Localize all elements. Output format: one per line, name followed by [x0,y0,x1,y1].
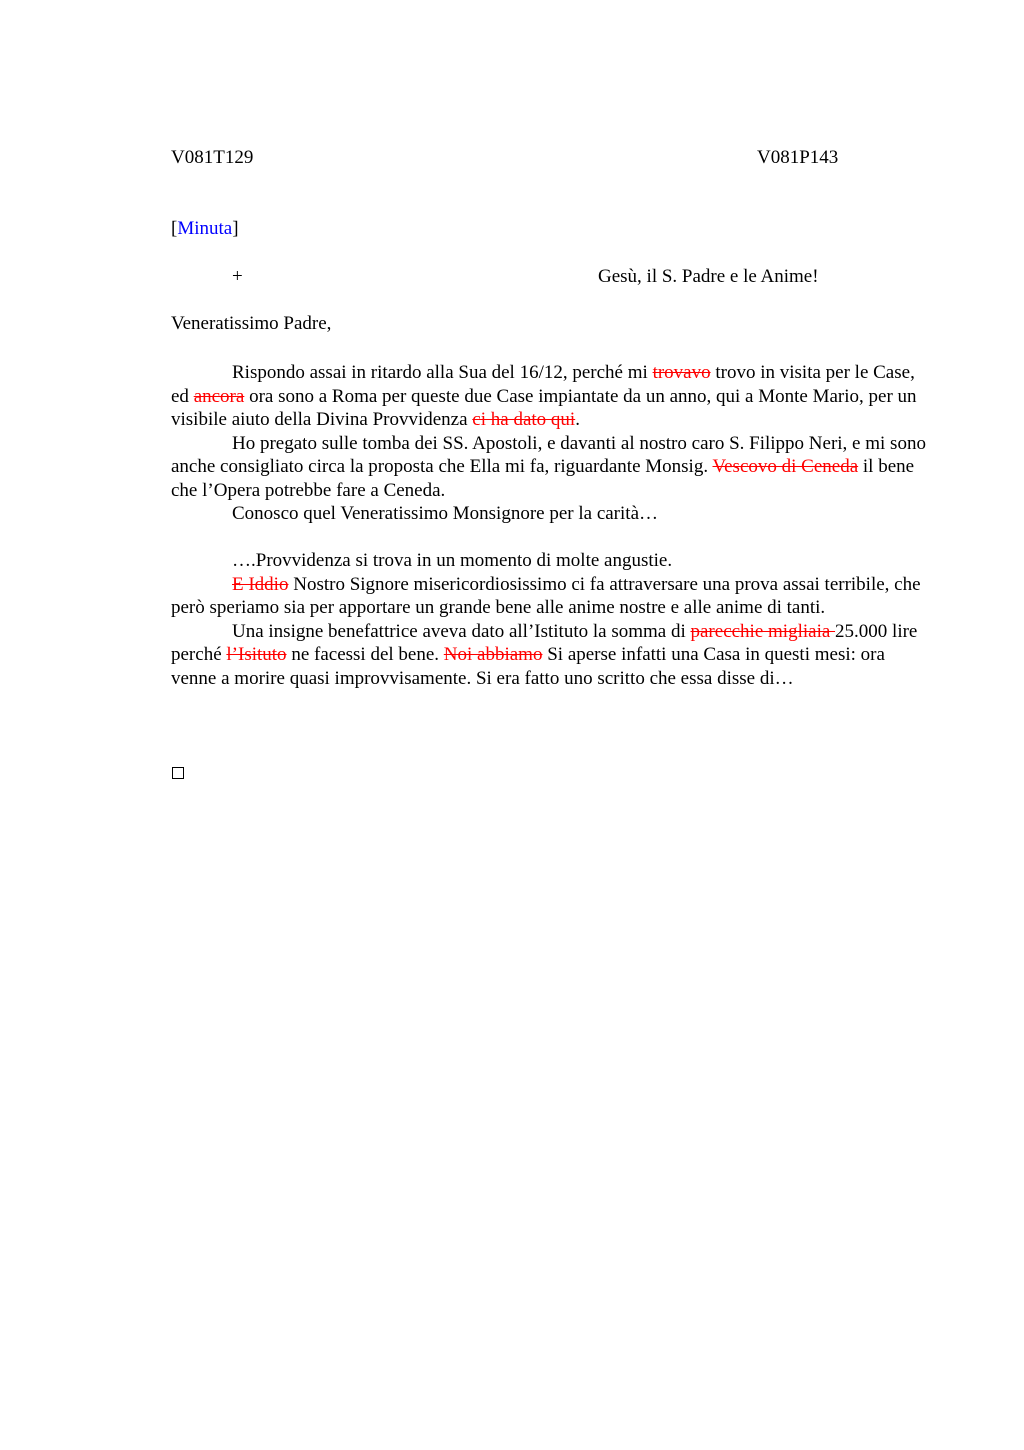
p1-deletion-1: trovavo [652,362,711,383]
end-mark-box-icon [172,767,184,779]
p2-text-2: il bene che l’Opera potrebbe fare a Ceneda. [171,456,915,501]
p1-deletion-2: ancora [193,385,245,407]
p1-text-3: ora sono a Roma per queste due Case impiantate da un anno, qui a Monte Mario, per un visibile aiuto della Divina Provvidenza [171,385,917,430]
letter-body [171,361,929,690]
cross-symbol: + [232,266,243,287]
p2-deletion-1: Vescovo di Ceneda [712,456,859,477]
salutation: Veneratissimo Padre, [171,313,332,334]
p1-text-1: Rispondo assai in ritardo alla Sua del 16/12, perché mi [232,362,653,383]
p2-text-1: Ho pregato sulle tomba dei SS. Apostoli, e davanti al nostro caro S. Filippo Neri, e mi sono anche consigliato circa la proposta che Ella mi fa, riguardante Monsig. [171,432,926,477]
p6-deletion-2: l’Isituto [226,644,287,665]
p5-text-1: Nostro Signore misericordiosissimo ci fa attraversare una prova assai terribile, che però speriamo sia per apportare un grande bene alle anime nostre e alle anime di tanti. [171,573,921,618]
invocation-motto: Gesù, il S. Padre e le Anime! [598,266,819,287]
p6-text-3: ne facessi del bene. [286,644,444,665]
paragraph-gap [171,526,929,550]
p5-deletion-1: E Iddio [232,573,289,595]
p6-text-2: 25.000 lire perché [171,620,918,665]
paragraph-6 [171,620,929,691]
paragraph-5 [171,573,929,620]
header-left-code: V081T129 [171,147,254,168]
p6-text-1: Una insigne benefattrice aveva dato all’Istituto la somma di [232,620,691,642]
p6-deletion-3: Noi abbiamo [443,644,543,665]
paragraph-4: ….Provvidenza si trova in un momento di molte angustie. [232,550,673,571]
paragraph-3: Conosco quel Veneratissimo Monsignore per la carità… [232,503,658,524]
header-right-code: V081P143 [757,147,839,168]
p6-deletion-1: parecchie migliaia [690,620,836,642]
paragraph-1 [171,361,929,432]
draft-label [171,218,239,240]
label-minuta: Minuta [177,218,233,239]
paragraph-2 [171,432,929,503]
label-open-bracket: [ [171,218,178,239]
p6-text-4: Si aperse infatti una Casa in questi mesi: ora venne a morire quasi improvvisamente. Si era fatto uno scritto che essa disse di… [171,644,885,689]
p1-text-4: . [575,409,580,430]
label-close-bracket: ] [232,218,239,239]
p1-deletion-3: ci ha dato qui [472,409,576,430]
p1-text-2: trovo in visita per le Case, ed [171,362,915,407]
